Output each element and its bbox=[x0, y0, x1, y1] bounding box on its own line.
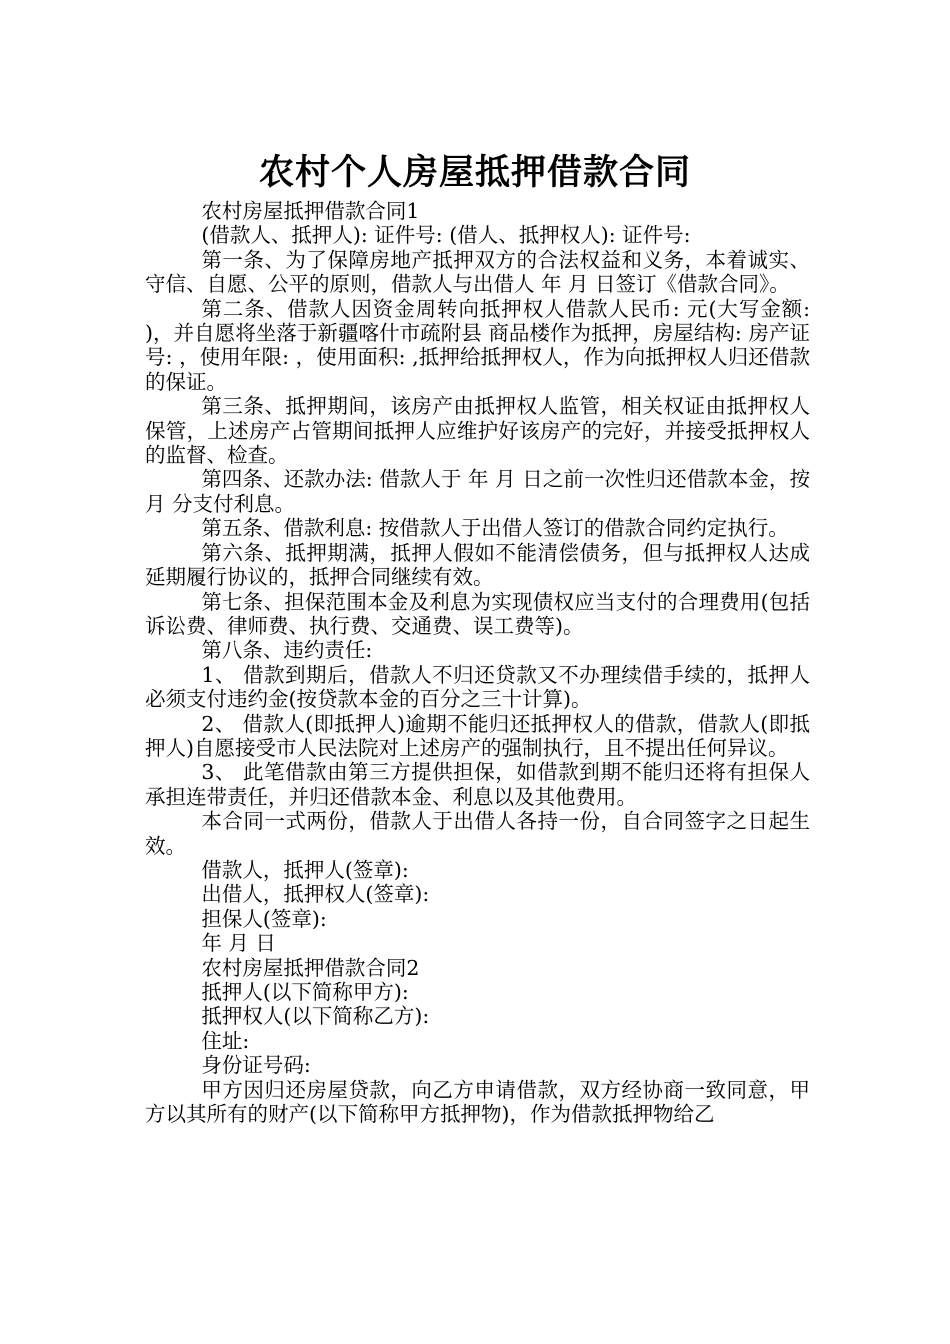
document-title: 农村个人房屋抵押借款合同 bbox=[258, 152, 691, 194]
paragraph: 1、 借款到期后，借款人不归还贷款又不办理续借手续的，抵押人必须支付违约金(按贷款本金的百分之三十计算)。 bbox=[145, 662, 810, 712]
paragraph: 第七条、担保范围本金及利息为实现债权应当支付的合理费用(包括诉讼费、律师费、执行费、交通费、误工费等)。 bbox=[145, 589, 810, 638]
paragraph: 本合同一式两份，借款人于出借人各持一份，自合同签字之日起生效。 bbox=[145, 809, 810, 858]
paragraph: 担保人(签章): bbox=[201, 906, 327, 931]
paragraph: 第四条、还款办法: 借款人于 年 月 日之前一次性归还借款本金，按月 分支付利息。 bbox=[145, 467, 810, 516]
paragraph: 出借人，抵押权人(签章): bbox=[201, 882, 430, 907]
paragraph: 农村房屋抵押借款合同1 bbox=[201, 199, 420, 223]
paragraph: 3、 此笔借款由第三方提供担保，如借款到期不能归还将有担保人承担连带责任，并归还借款本金、利息以及其他费用。 bbox=[145, 760, 810, 809]
paragraph: 抵押权人(以下简称乙方): bbox=[201, 1004, 430, 1029]
paragraph: 第六条、抵押期满，抵押人假如不能清偿债务，但与抵押权人达成延期履行协议的，抵押合同继续有效。 bbox=[145, 540, 810, 590]
paragraph: 第五条、借款利息: 按借款人于出借人签订的借款合同约定执行。 bbox=[201, 516, 789, 541]
paragraph: 甲方因归还房屋贷款，向乙方申请借款，双方经协商一致同意，甲方以其所有的财产(以下简称甲方抵押物)，作为借款抵押物给乙 bbox=[145, 1077, 810, 1127]
paragraph: 第三条、抵押期间，该房产由抵押权人监管，相关权证由抵押权人保管，上述房产占管期间抵押人应维护好该房产的完好，并接受抵押权人的监督、检查。 bbox=[145, 394, 810, 468]
document-body bbox=[145, 199, 810, 1126]
paragraph: 第八条、违约责任: bbox=[201, 638, 373, 663]
paragraph: 借款人，抵押人(签章): bbox=[201, 857, 409, 882]
paragraph: 身份证号码: bbox=[201, 1053, 311, 1078]
paragraph: 2、 借款人(即抵押人)逾期不能归还抵押权人的借款，借款人(即抵押人)自愿接受市人民法院对上述房产的强制执行，且不提出任何异议。 bbox=[145, 711, 810, 760]
paragraph: 第二条、借款人因资金周转向抵押权人借款人民币: 元(大写金额: )，并自愿将坐落于新疆喀什市疏附县 商品楼作为抵押，房屋结构: 房产证号: ，使用年限: ，使用面积: ,抵押给抵押权人，作为向抵押权人归还借款的保证。 bbox=[145, 296, 810, 394]
paragraph: 抵押人(以下简称甲方): bbox=[201, 980, 409, 1004]
paragraph: 农村房屋抵押借款合同2 bbox=[201, 955, 420, 980]
paragraph: 第一条、为了保障房地产抵押双方的合法权益和义务，本着诚实、守信、自愿、公平的原则，借款人与出借人 年 月 日签订《借款合同》。 bbox=[145, 247, 810, 297]
paragraph: (借款人、抵押人): 证件号: (借人、抵押权人): 证件号: bbox=[201, 223, 691, 248]
paragraph: 住址: bbox=[201, 1028, 250, 1053]
paragraph: 年 月 日 bbox=[201, 931, 276, 956]
